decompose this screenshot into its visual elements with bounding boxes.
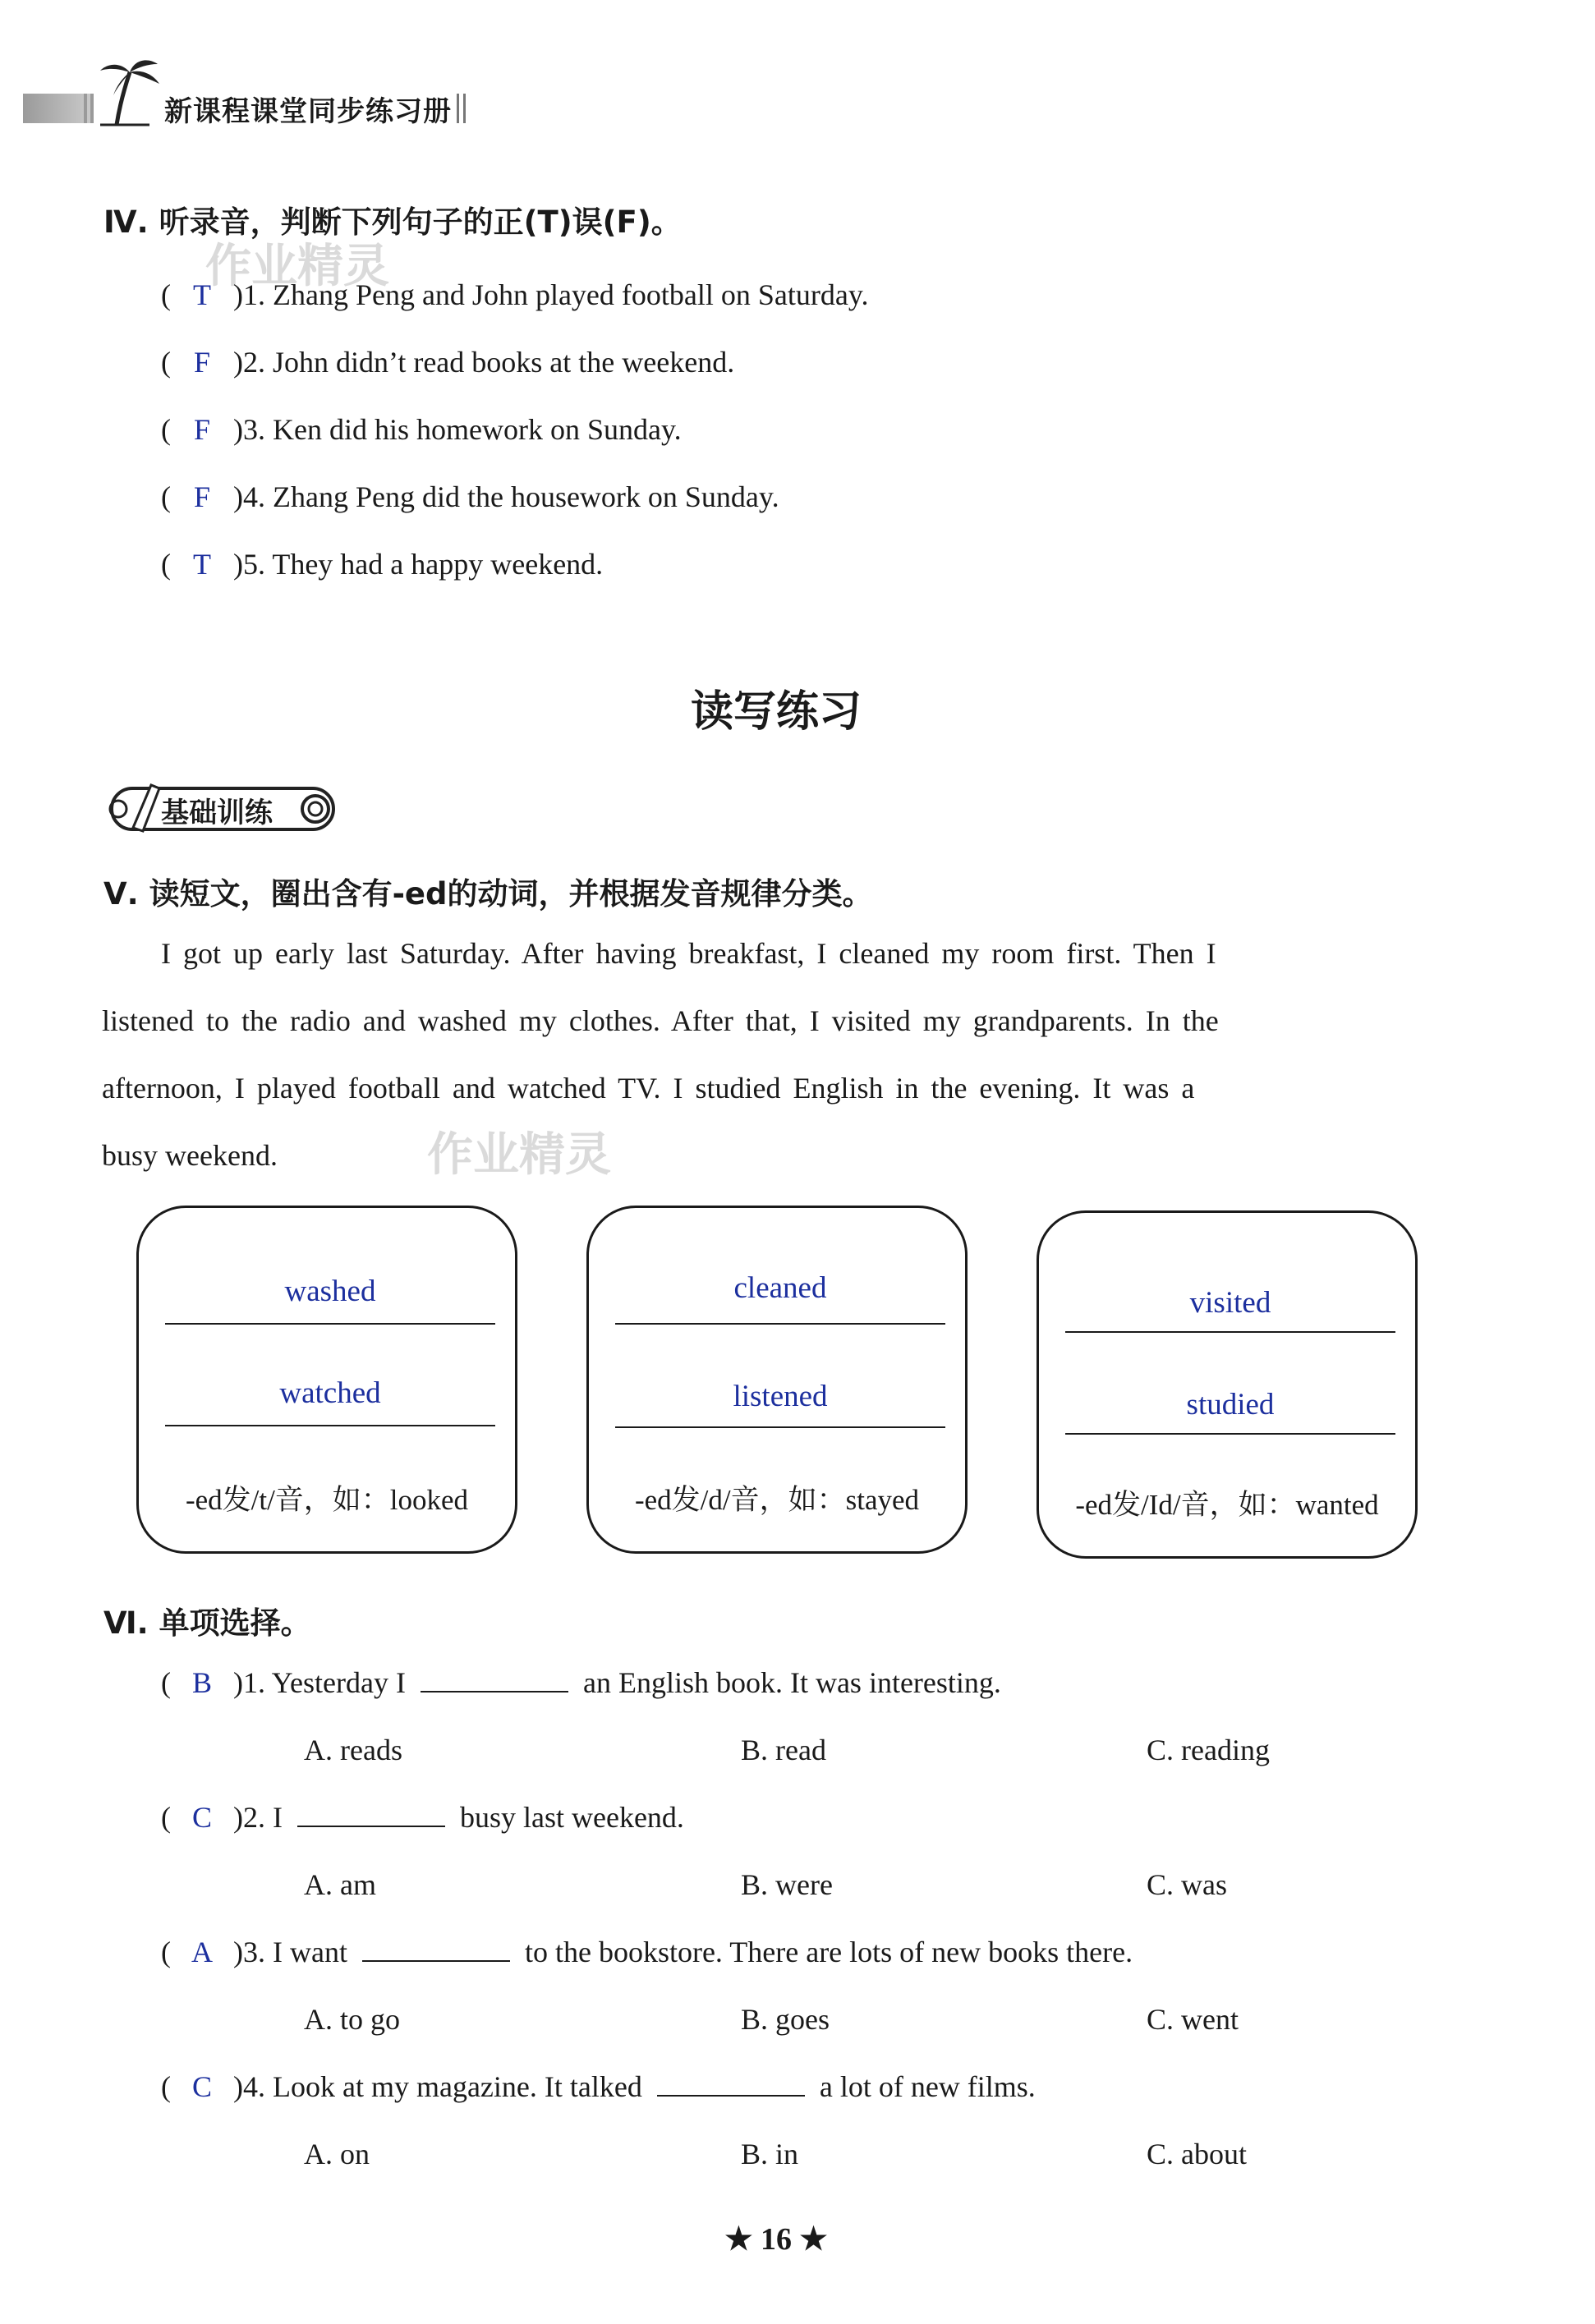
blank-line: [421, 1666, 568, 1692]
option-a: A. on: [304, 2138, 370, 2170]
header-bar: [23, 94, 90, 123]
answer-line: [1065, 1433, 1395, 1435]
answer-line: [615, 1426, 945, 1428]
answer-line: [615, 1323, 945, 1325]
question-pre: )2. I: [233, 1801, 283, 1834]
sound-box-t: [136, 1206, 517, 1554]
box-word: studied: [1186, 1388, 1275, 1421]
option-c: C. about: [1147, 2138, 1247, 2170]
tf-question-5: ( T )5. They had a happy weekend.: [161, 548, 604, 581]
answer-line: [1065, 1331, 1395, 1333]
watermark: 作业精灵: [205, 240, 389, 293]
box-word: visited: [1189, 1286, 1271, 1320]
section-4-title: Ⅳ. 听录音，判断下列句子的正(T)误(F)。: [103, 204, 682, 240]
option-c: C. was: [1147, 1868, 1227, 1901]
passage-line-3: afternoon, I played football and watched TV. I studied English in the evening. It was a: [102, 1072, 1195, 1105]
box-word: listened: [733, 1380, 828, 1413]
header-stripe: [457, 94, 459, 123]
section-5-title: Ⅴ. 读短文，圈出含有-ed的动词，并根据发音规律分类。: [103, 876, 873, 912]
box-rule: -ed发/t/音，如：looked: [185, 1484, 469, 1516]
question-pre: )3. I want: [233, 1936, 347, 1968]
section-6-title: Ⅵ. 单项选择。: [103, 1605, 311, 1641]
answer: C: [191, 2070, 212, 2103]
box-rule: -ed发/d/音，如：stayed: [634, 1484, 920, 1516]
box-word: washed: [284, 1275, 376, 1308]
answer: F: [193, 413, 211, 446]
blank-line: [362, 1936, 510, 1962]
tf-question-4: ( F )4. Zhang Peng did the housework on Sunday.: [161, 480, 779, 513]
question-post: an English book. It was interesting.: [582, 1666, 1001, 1699]
option-b: B. goes: [741, 2003, 830, 2036]
option-c: C. reading: [1147, 1734, 1270, 1766]
answer: B: [191, 1666, 212, 1699]
option-b: B. read: [741, 1734, 826, 1766]
answer: A: [191, 1936, 213, 1968]
box-word: watched: [279, 1376, 381, 1410]
option-c: C. went: [1147, 2003, 1239, 2036]
passage-line-1: I got up early last Saturday. After having breakfast, I cleaned my room first. Then I: [161, 937, 1216, 970]
answer: C: [191, 1801, 212, 1834]
tf-question-1: ( T )1. Zhang Peng and John played football on Saturday.: [161, 278, 869, 311]
section-heading: 读写练习: [690, 687, 862, 737]
question-post: to the bookstore. There are lots of new books there.: [524, 1936, 1133, 1968]
box-word: cleaned: [733, 1271, 827, 1305]
watermark: 作业精灵: [427, 1128, 611, 1182]
tf-question-3: ( F )3. Ken did his homework on Sunday.: [161, 413, 682, 446]
mc-question-2: ( C )2. I busy last weekend.: [161, 1801, 684, 1834]
blank-line: [657, 2070, 805, 2097]
tf-question-2: ( F )2. John didn’t read books at the weekend.: [161, 346, 735, 379]
box-rule: -ed发/Id/音，如：wanted: [1075, 1489, 1379, 1521]
option-b: B. in: [741, 2138, 799, 2170]
answer: T: [193, 548, 211, 581]
option-a: A. am: [304, 1868, 376, 1901]
page-number: ★ 16 ★: [724, 2222, 828, 2257]
mc-question-1: ( B )1. Yesterday I an English book. It was interesting.: [161, 1666, 1001, 1699]
answer: F: [193, 480, 211, 513]
question-post: a lot of new films.: [819, 2070, 1036, 2103]
mc-question-4: ( C )4. Look at my magazine. It talked a lot of new films.: [161, 2070, 1036, 2103]
answer: T: [193, 278, 211, 311]
sound-box-d: [586, 1206, 968, 1554]
passage-line-2: listened to the radio and washed my clothes. After that, I visited my grandparents. In the: [102, 1004, 1219, 1037]
question-pre: )1. Yesterday I: [233, 1666, 406, 1699]
question-text: )5. They had a happy weekend.: [233, 548, 604, 581]
palm-tree-icon: [92, 54, 166, 128]
header-stripe: [463, 94, 466, 123]
question-post: busy last weekend.: [459, 1801, 684, 1834]
passage-line-4: busy weekend.: [102, 1139, 278, 1172]
answer-line: [165, 1425, 495, 1426]
question-text: )4. Zhang Peng did the housework on Sunday.: [233, 480, 779, 513]
sound-box-id: [1037, 1210, 1418, 1559]
option-a: A. to go: [304, 2003, 400, 2036]
question-text: )1. Zhang Peng and John played football on Saturday.: [233, 278, 869, 311]
mc-question-3: ( A )3. I want to the bookstore. There are lots of new books there.: [161, 1936, 1133, 1968]
question-pre: )4. Look at my magazine. It talked: [233, 2070, 642, 2103]
option-b: B. were: [741, 1868, 833, 1901]
header-title: 新课程课堂同步练习册: [164, 95, 452, 128]
option-a: A. reads: [304, 1734, 402, 1766]
answer: F: [193, 346, 211, 379]
blank-line: [297, 1801, 445, 1827]
answer-line: [165, 1323, 495, 1325]
badge-label: 基础训练: [161, 797, 273, 829]
header-stripe: [84, 94, 87, 123]
question-text: )3. Ken did his homework on Sunday.: [233, 413, 682, 446]
question-text: )2. John didn’t read books at the weekend.: [233, 346, 735, 379]
